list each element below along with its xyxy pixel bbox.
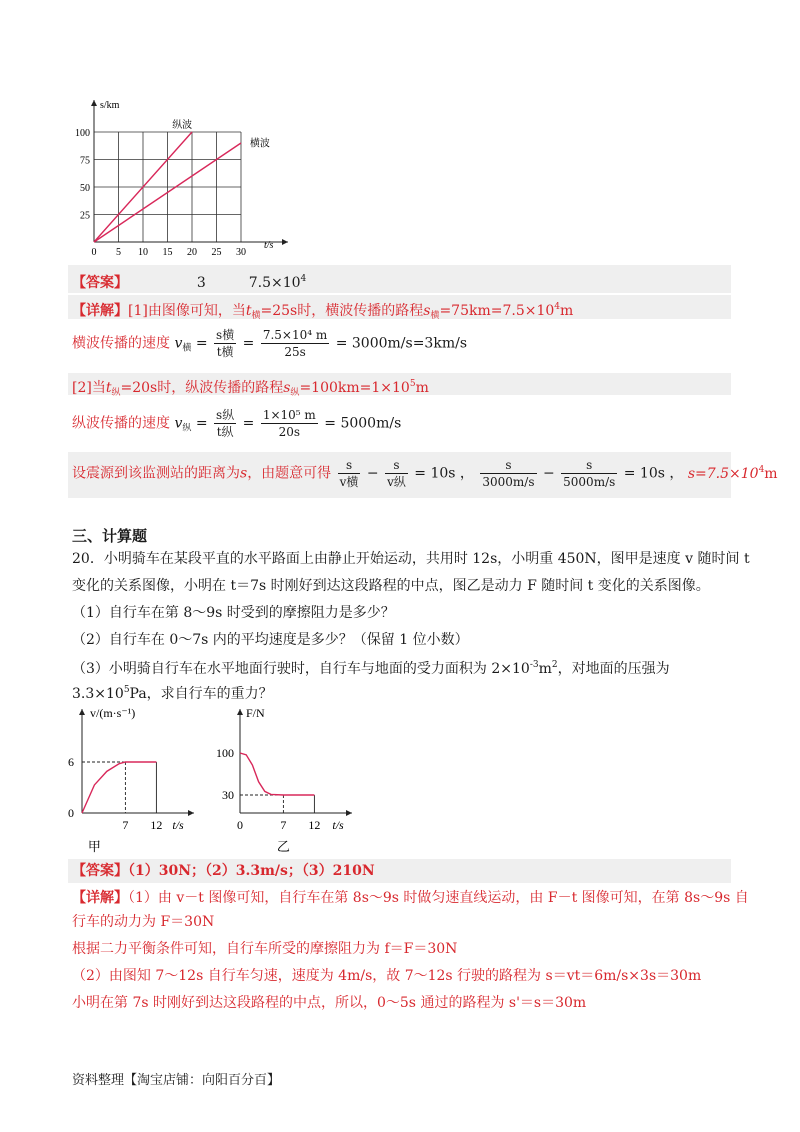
y-axis-arrow (237, 709, 243, 715)
y-tick-label: 75 (80, 155, 90, 167)
x-tick-label: 7 (280, 818, 287, 832)
detail2-line-2: 行车的动力为 F＝30N (72, 914, 215, 930)
x-tick-label: 15 (162, 247, 173, 257)
answer-line-2: 【答案】（1）30N；（2）3.3m/s；（3）210N (72, 863, 375, 879)
section-heading: 三、计算题 (72, 527, 148, 545)
detail1-line-5: 设震源到该监测站的距离为s，由题意可得 $\frac{s}{\text{v横}}$ − $\frac{s}{\text{v纵}}$ = 10s ， $\frac{s}{3000m/s}$ − $\frac{s}{5000m/s}$ = 10s ， $s=7.5\times 10^4m$ (72, 458, 778, 489)
answer-value-2: $7.5\times 10^4$ (248, 274, 307, 291)
y-tick-label: 50 (80, 183, 90, 194)
origin-label: 0 (68, 806, 74, 820)
x-axis-arrow (188, 810, 194, 816)
y-axis-label: v/(m·s⁻¹) (90, 706, 136, 720)
y-tick-label: 100 (75, 128, 90, 139)
footer-source: 资料整理【淘宝店铺：向阳百分百】 (72, 1073, 281, 1088)
x-axis-arrow (346, 810, 352, 816)
y-axis-label: s/km (100, 100, 120, 111)
detail2-line-4: （2）由图知 7～12s 自行车匀速，速度为 4m/s，故 7～12s 行驶的路程为 s＝vt＝6m/s×3s＝30m (72, 968, 702, 984)
question-line-2: 变化的关系图像，小明在 t＝7s 时刚好到达这段路程的中点，图乙是动力 F 随时间 t 变化的关系图像。 (72, 578, 710, 594)
origin-label: 0 (237, 818, 243, 832)
y-axis-arrow (91, 100, 97, 106)
y-axis-label: F/N (246, 706, 265, 720)
y-axis-arrow (79, 709, 85, 715)
v-t-graph-body (68, 706, 194, 853)
fraction: $\frac{\text{1×10⁵ m}}{20s}$ (262, 408, 316, 439)
detail-tag: 【详解】 (72, 303, 128, 319)
series-label-longitudinal: 纵波 (172, 120, 193, 131)
distance-result: $s=7.5\times 10^4m$ (687, 464, 778, 482)
x-tick-label: 12 (308, 818, 321, 832)
sub-question-3: （3）小明骑自行车在水平地面行驶时，自行车与地面的受力面积为 $2\times 10^{-3}m^2$，对地面的压强为 (72, 660, 670, 677)
graph-grid (94, 132, 241, 242)
x-tick-label: 12 (150, 818, 163, 832)
fraction: $\frac{\text{7.5×10⁴ m}}{25s}$ (262, 328, 328, 359)
graph-caption: 甲 (87, 839, 101, 853)
detail1-line-3: [2]当$t_纵=20s$时，纵波传播的路程$s_纵=100km=1\times 10^5m$ (72, 379, 429, 398)
force-curve (240, 753, 314, 795)
graph-caption: 乙 (276, 839, 290, 853)
detail1-line-2: 横波传播的速度 $v_横$ = $\frac{\text{s横}}{\text{t横}}$ = $\frac{\text{7.5×10⁴ m}}{25s}$ = 3000m/s=3km/s (72, 328, 468, 359)
sub-question-2: （2）自行车在 0～7s 内的平均速度是多少？（保留 1 位小数） (72, 632, 469, 648)
x-axis-label: t/s (264, 240, 274, 251)
x-axis-label: t/s (172, 818, 184, 832)
detail2-line-5: 小明在第 7s 时刚好到达这段路程的中点，所以，0～5s 通过的路程为 s'＝s＝30m (72, 995, 587, 1011)
y-tick-label: 30 (222, 788, 234, 802)
sub-question-1: （1）自行车在第 8～9s 时受到的摩擦阻力是多少？ (72, 605, 395, 621)
detail2-line-1: 【详解】（1）由 v－t 图像可知，自行车在第 8s～9s 时做匀速直线运动，由 F－t 图像可知，在第 8s～9s 自 (72, 890, 749, 906)
sub-question-3-cont: $3.3\times 10^5Pa$，求自行车的重力？ (72, 685, 273, 702)
fraction: $\frac{\text{s横}}{\text{t横}}$ (216, 328, 235, 359)
answer-line-1 (72, 269, 306, 293)
detail1-line-1: 【详解】[1]由图像可知，当$t_横=25s$时，横波传播的路程$s_横=75km=7.5\times 10^4m$ (72, 302, 574, 321)
y-tick-label: 100 (216, 746, 234, 760)
velocity-curve (82, 762, 156, 813)
detail1-line-4: 纵波传播的速度 $v_纵$ = $\frac{\text{s纵}}{\text{t纵}}$ = $\frac{\text{1×10⁵ m}}{20s}$ = 5000m/s (72, 408, 402, 439)
x-tick-label: 0 (91, 247, 97, 257)
series-label-transverse: 横波 (249, 138, 270, 150)
y-tick-label: 25 (80, 210, 90, 222)
graph-labels (75, 100, 274, 257)
s-t-graph (68, 92, 298, 257)
f-t-graph (208, 703, 368, 853)
detail2-line-3: 根据二力平衡条件可知，自行车所受的摩擦阻力为 f＝F＝30N (72, 941, 458, 957)
question-line-1: 20．小明骑车在某段平直的水平路面上由静止开始运动，共用时 12s，小明重 450N，图甲是速度 v 随时间 t (72, 551, 750, 567)
x-tick-label: 10 (138, 247, 148, 257)
v-t-graph (68, 703, 218, 853)
x-tick-label: 20 (187, 247, 197, 257)
fraction: $\frac{\text{s纵}}{\text{t纵}}$ (216, 408, 235, 439)
x-tick-label: 7 (122, 818, 129, 832)
y-tick-label: 6 (68, 755, 74, 769)
x-tick-label: 25 (211, 247, 222, 257)
x-axis-arrow (282, 239, 288, 245)
f-t-graph-body (216, 706, 352, 853)
answer-tag: 【答案】 (72, 275, 128, 291)
x-tick-label: 30 (236, 247, 246, 257)
x-axis-label: t/s (332, 818, 344, 832)
x-tick-label: 5 (116, 247, 121, 257)
answer-value-1: 3 (196, 275, 206, 291)
